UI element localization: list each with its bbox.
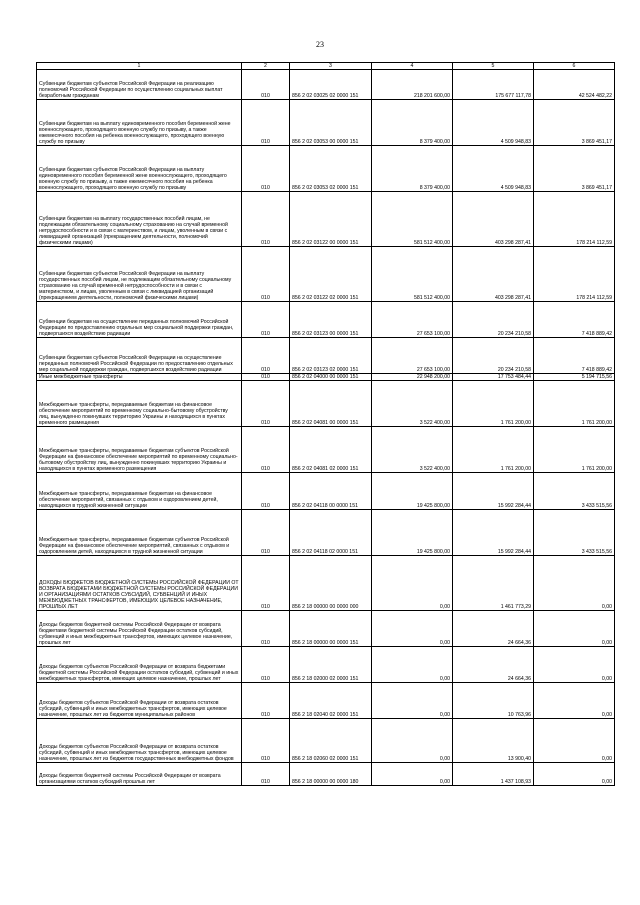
row-kbk: 856 2 18 00000 00 0000 180 xyxy=(290,763,372,786)
row-plan-value: 3 522 400,00 xyxy=(372,427,453,473)
row-fact-value: 4 509 948,83 xyxy=(453,100,534,146)
row-diff-value: 3 433 515,56 xyxy=(534,473,615,510)
row-fact-value: 13 900,40 xyxy=(453,719,534,763)
row-plan-value: 0,00 xyxy=(372,611,453,647)
column-number: 3 xyxy=(290,63,372,70)
row-diff-value: 5 194 715,56 xyxy=(534,374,615,381)
row-name: Доходы бюджетов субъектов Российской Федерации от возврата остатков субсидий, субвенций и иных межбюджетных трансфертов, имеющих целевое назначение, прошлых лет из бюджетов государственных внебюджетных фондов xyxy=(37,719,242,763)
row-code: 010 xyxy=(242,611,290,647)
table-row xyxy=(37,338,615,374)
row-fact-value: 403 298 287,41 xyxy=(453,247,534,302)
row-fact-value: 1 437 108,93 xyxy=(453,763,534,786)
row-code: 010 xyxy=(242,473,290,510)
row-name: Субвенции бюджетам субъектов Российской Федерации на выплату единовременного пособия беременной жене военнослужащего, проходящего военную службу по призыву, а также ежемесячного пособия на ребенка военнослужащего, проходящего военную службу по призыву xyxy=(37,146,242,192)
row-fact-value: 20 234 210,58 xyxy=(453,302,534,338)
table-row xyxy=(37,100,615,146)
row-plan-value: 0,00 xyxy=(372,556,453,611)
row-plan-value: 22 948 200,00 xyxy=(372,374,453,381)
row-plan-value: 581 512 400,00 xyxy=(372,247,453,302)
row-code: 010 xyxy=(242,302,290,338)
row-name: Субвенции бюджетам субъектов Российской Федерации на реализацию полномочий Российской Федерации по осуществлению социальных выплат безработным гражданам xyxy=(37,70,242,100)
row-diff-value: 1 761 200,00 xyxy=(534,427,615,473)
row-diff-value: 0,00 xyxy=(534,647,615,683)
column-number: 1 xyxy=(37,63,242,70)
column-number: 4 xyxy=(372,63,453,70)
row-name: Межбюджетные трансферты, передаваемые бюджетам субъектов Российской Федерации на финансовое обеспечение мероприятий по временному социально-бытовому обустройству лиц, вынужденно покинувших территорию Украины и находящихся в пунктах временного размещения xyxy=(37,427,242,473)
row-name: Субвенции бюджетам на выплату единовременного пособия беременной жене военнослужащего, проходящего военную службу по призыву, а также ежемесячного пособия на ребенка военнослужащего, проходящего военную службу по призыву xyxy=(37,100,242,146)
table-row xyxy=(37,427,615,473)
row-fact-value: 1 461 773,29 xyxy=(453,556,534,611)
row-code: 010 xyxy=(242,146,290,192)
page-number: 23 xyxy=(316,40,324,49)
row-diff-value: 178 214 112,59 xyxy=(534,192,615,247)
row-code: 010 xyxy=(242,381,290,427)
row-diff-value: 0,00 xyxy=(534,556,615,611)
row-name: Доходы бюджетов бюджетной системы Российской Федерации от возврата бюджетами бюджетной системы Российской Федерации остатков субсидий, субвенций и иных межбюджетных трансфертов, имеющих целевое назначение, прошлых лет xyxy=(37,611,242,647)
row-name: Межбюджетные трансферты, передаваемые бюджетам на финансовое обеспечение мероприятий по временному социально-бытовому обустройству лиц, вынужденно покинувших территорию Украины и находящихся в пунктах временного размещения xyxy=(37,381,242,427)
row-code: 010 xyxy=(242,192,290,247)
table-row xyxy=(37,247,615,302)
row-kbk: 856 2 02 04081 02 0000 151 xyxy=(290,427,372,473)
row-kbk: 856 2 02 04118 02 0000 151 xyxy=(290,510,372,556)
row-code: 010 xyxy=(242,719,290,763)
row-diff-value: 0,00 xyxy=(534,719,615,763)
row-name: Межбюджетные трансферты, передаваемые бюджетам субъектов Российской Федерации на финансовое обеспечение мероприятий, связанных с отдыхом и оздоровлением детей, находящихся в трудной жизненной ситуации xyxy=(37,510,242,556)
row-diff-value: 3 869 451,17 xyxy=(534,100,615,146)
row-fact-value: 4 509 948,83 xyxy=(453,146,534,192)
column-number: 5 xyxy=(453,63,534,70)
table-row xyxy=(37,146,615,192)
row-plan-value: 218 201 600,00 xyxy=(372,70,453,100)
row-diff-value: 7 418 889,42 xyxy=(534,338,615,374)
row-name: Межбюджетные трансферты, передаваемые бюджетам на финансовое обеспечение мероприятий, связанных с отдыхом и оздоровлением детей, находящихся в трудной жизненной ситуации xyxy=(37,473,242,510)
row-fact-value: 17 753 484,44 xyxy=(453,374,534,381)
row-code: 010 xyxy=(242,247,290,302)
table-row xyxy=(37,763,615,786)
row-code: 010 xyxy=(242,763,290,786)
row-diff-value: 3 869 451,17 xyxy=(534,146,615,192)
row-plan-value: 0,00 xyxy=(372,719,453,763)
row-kbk: 856 2 18 00000 00 0000 000 xyxy=(290,556,372,611)
row-diff-value: 42 524 482,22 xyxy=(534,70,615,100)
row-kbk: 856 2 02 03053 00 0000 151 xyxy=(290,100,372,146)
row-diff-value: 0,00 xyxy=(534,611,615,647)
row-kbk: 856 2 18 02040 02 0000 151 xyxy=(290,683,372,719)
row-kbk: 856 2 02 04118 00 0000 151 xyxy=(290,473,372,510)
row-plan-value: 581 512 400,00 xyxy=(372,192,453,247)
row-fact-value: 403 298 287,41 xyxy=(453,192,534,247)
row-name: Субвенции бюджетам субъектов Российской Федерации на выплату государственных пособий лицам, не подлежащим обязательному социальному страхованию на случай временной нетрудоспособности и в связи с материнством, и лицам, уволенным в связи с ликвидацией организаций (прекращением деятельности, полномочий физическими лицами) xyxy=(37,247,242,302)
row-kbk: 856 2 02 03122 00 0000 151 xyxy=(290,192,372,247)
row-fact-value: 15 992 284,44 xyxy=(453,473,534,510)
row-plan-value: 8 379 400,00 xyxy=(372,100,453,146)
row-diff-value: 1 761 200,00 xyxy=(534,381,615,427)
column-number: 6 xyxy=(534,63,615,70)
row-diff-value: 0,00 xyxy=(534,683,615,719)
table-row xyxy=(37,192,615,247)
row-kbk: 856 2 02 03123 00 0000 151 xyxy=(290,302,372,338)
row-diff-value: 0,00 xyxy=(534,763,615,786)
table-row xyxy=(37,719,615,763)
column-number: 2 xyxy=(242,63,290,70)
row-name: Субвенции бюджетам на осуществление переданных полномочий Российской Федерации по предоставлению отдельных мер социальной поддержки граждан, подвергшихся воздействию радиации xyxy=(37,302,242,338)
row-code: 010 xyxy=(242,510,290,556)
row-kbk: 856 2 18 02000 02 0000 151 xyxy=(290,647,372,683)
table-row xyxy=(37,381,615,427)
row-plan-value: 3 522 400,00 xyxy=(372,381,453,427)
row-kbk: 856 2 02 04081 00 0000 151 xyxy=(290,381,372,427)
row-fact-value: 20 234 210,58 xyxy=(453,338,534,374)
row-code: 010 xyxy=(242,647,290,683)
row-plan-value: 0,00 xyxy=(372,683,453,719)
table-row xyxy=(37,374,615,381)
table-row xyxy=(37,647,615,683)
row-name: Субвенции бюджетам на выплату государственных пособий лицам, не подлежащим обязательному социальному страхованию на случай временной нетрудоспособности и в связи с материнством, и лицам, уволенным в связи с ликвидацией организаций (прекращением деятельности, полномочий физическими лицами) xyxy=(37,192,242,247)
row-name: Иные межбюджетные трансферты xyxy=(37,374,242,381)
table-row xyxy=(37,510,615,556)
row-name: Доходы бюджетов субъектов Российской Федерации от возврата остатков субсидий, субвенций и иных межбюджетных трансфертов, имеющих целевое назначение, прошлых лет из бюджетов муниципальных районов xyxy=(37,683,242,719)
row-fact-value: 1 761 200,00 xyxy=(453,381,534,427)
row-plan-value: 19 425 800,00 xyxy=(372,510,453,556)
column-number-row xyxy=(37,63,615,70)
row-code: 010 xyxy=(242,70,290,100)
row-fact-value: 10 763,96 xyxy=(453,683,534,719)
row-fact-value: 175 677 117,78 xyxy=(453,70,534,100)
row-fact-value: 24 664,36 xyxy=(453,647,534,683)
table-row xyxy=(37,302,615,338)
row-fact-value: 24 664,36 xyxy=(453,611,534,647)
row-kbk: 856 2 02 03025 02 0000 151 xyxy=(290,70,372,100)
table-row xyxy=(37,556,615,611)
table-row xyxy=(37,683,615,719)
row-name: Доходы бюджетов субъектов Российской Федерации от возврата бюджетами бюджетной системы Российской Федерации остатков субсидий, субвенций и иных межбюджетных трансфертов, имеющих целевое назначение, прошлых лет xyxy=(37,647,242,683)
row-plan-value: 0,00 xyxy=(372,763,453,786)
row-diff-value: 178 214 112,59 xyxy=(534,247,615,302)
row-code: 010 xyxy=(242,427,290,473)
row-plan-value: 19 425 800,00 xyxy=(372,473,453,510)
row-kbk: 856 2 18 00000 00 0000 151 xyxy=(290,611,372,647)
row-diff-value: 7 418 889,42 xyxy=(534,302,615,338)
row-plan-value: 0,00 xyxy=(372,647,453,683)
row-code: 010 xyxy=(242,556,290,611)
row-code: 010 xyxy=(242,100,290,146)
report-table xyxy=(36,62,615,786)
row-name: Доходы бюджетов бюджетной системы Российской Федерации от возврата организациями остатков субсидий прошлых лет xyxy=(37,763,242,786)
row-kbk: 856 2 02 03122 02 0000 151 xyxy=(290,247,372,302)
row-code: 010 xyxy=(242,374,290,381)
row-plan-value: 27 653 100,00 xyxy=(372,338,453,374)
row-kbk: 856 2 18 02060 02 0000 151 xyxy=(290,719,372,763)
row-plan-value: 8 379 400,00 xyxy=(372,146,453,192)
table-row xyxy=(37,611,615,647)
row-name: Субвенции бюджетам субъектов Российской Федерации на осуществление переданных полномочий Российской Федерации по предоставлению отдельных мер социальной поддержки граждан, подвергшихся воздействию радиации xyxy=(37,338,242,374)
row-code: 010 xyxy=(242,338,290,374)
row-kbk: 856 2 02 03123 02 0000 151 xyxy=(290,338,372,374)
row-kbk: 856 2 02 04000 00 0000 151 xyxy=(290,374,372,381)
row-kbk: 856 2 02 03053 02 0000 151 xyxy=(290,146,372,192)
row-plan-value: 27 653 100,00 xyxy=(372,302,453,338)
row-name: ДОХОДЫ БЮДЖЕТОВ БЮДЖЕТНОЙ СИСТЕМЫ РОССИЙСКОЙ ФЕДЕРАЦИИ ОТ ВОЗВРАТА БЮДЖЕТАМИ БЮДЖЕТНОЙ СИСТЕМЫ РОССИЙСКОЙ ФЕДЕРАЦИИ И ОРГАНИЗАЦИЯМИ ОСТАТКОВ СУБСИДИЙ, СУБВЕНЦИЙ И ИНЫХ МЕЖБЮДЖЕТНЫХ ТРАНСФЕРТОВ, ИМЕЮЩИХ ЦЕЛЕВОЕ НАЗНАЧЕНИЕ, ПРОШЛЫХ ЛЕТ xyxy=(37,556,242,611)
row-fact-value: 1 761 200,00 xyxy=(453,427,534,473)
table-row xyxy=(37,473,615,510)
row-fact-value: 15 992 284,44 xyxy=(453,510,534,556)
table-row xyxy=(37,70,615,100)
row-diff-value: 3 433 515,56 xyxy=(534,510,615,556)
row-code: 010 xyxy=(242,683,290,719)
